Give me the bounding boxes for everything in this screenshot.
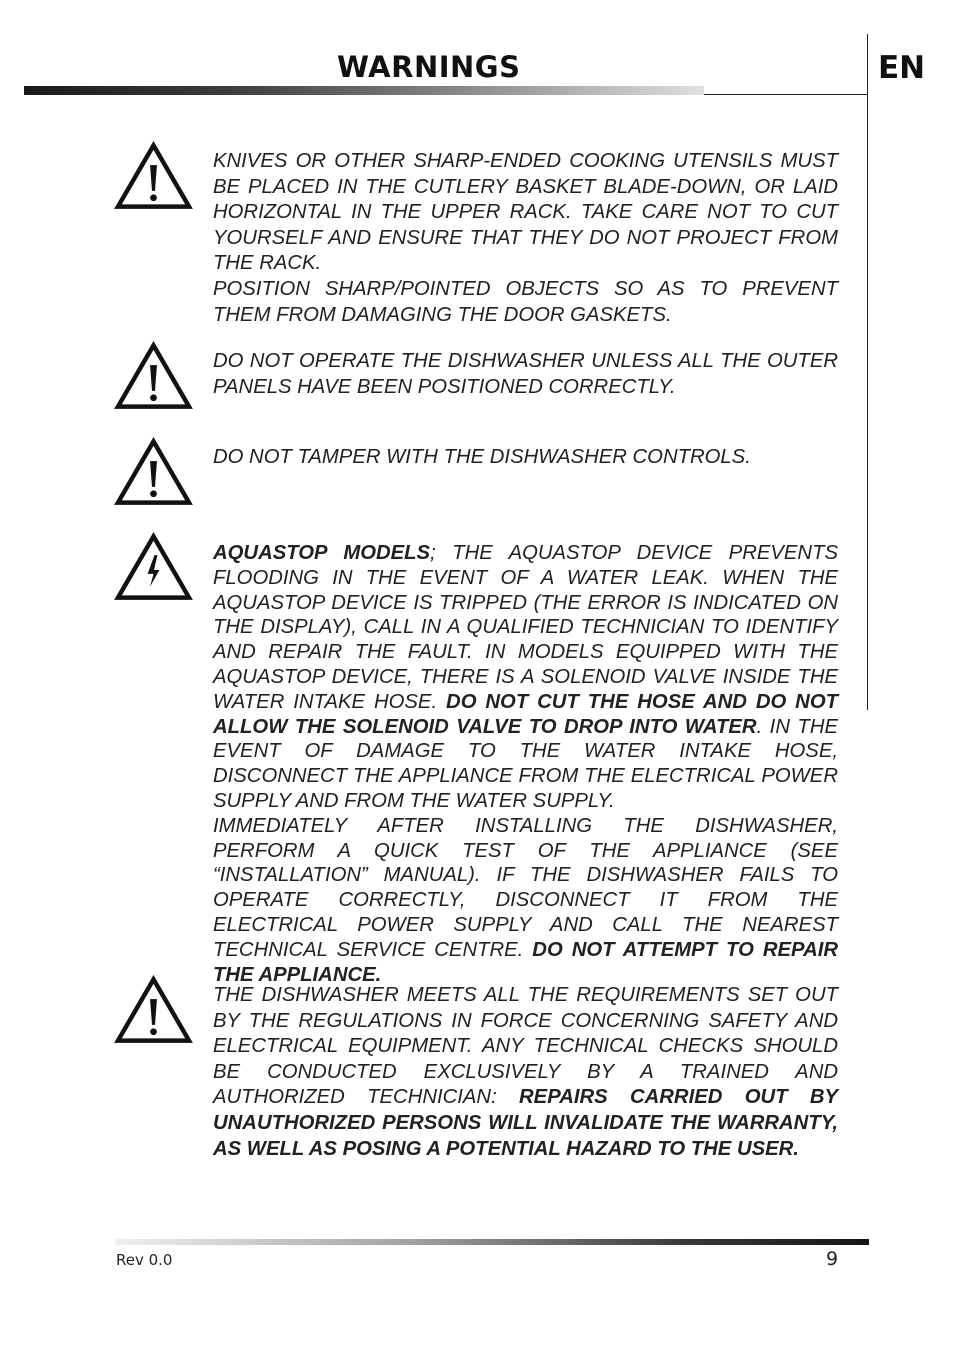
header-rule	[704, 94, 868, 95]
page-title: WARNINGS	[337, 50, 521, 84]
warning-exclamation-icon	[114, 341, 193, 411]
warning-text-controls	[213, 445, 838, 471]
warning-paragraph: DO NOT OPERATE THE DISHWASHER UNLESS ALL THE OUTER PANELS HAVE BEEN POSITIONED CORRECTLY.	[213, 350, 838, 398]
warning-text-sharp-utensils	[213, 149, 838, 328]
language-code: EN	[878, 50, 926, 86]
aquastop-text: ; THE AQUASTOP DEVICE PREVENTS FLOODING IN THE EVENT OF A WATER LEAK. WHEN THE AQUASTOP DEVICE IS TRIPPED (THE ERROR IS INDICATED ON THE DISPLAY), CALL IN A QUALIFIED TECHNICIAN TO IDENTIFY AND REPAIR THE FAULT. IN MODELS EQUIPPED WITH THE AQUASTOP DEVICE, THERE IS A SOLENOID VALVE INSIDE THE WATER INTAKE HOSE.	[213, 542, 838, 713]
quick-test-paragraph	[213, 814, 838, 988]
page-number: 9	[826, 1248, 839, 1270]
warning-paragraph: KNIVES OR OTHER SHARP-ENDED COOKING UTENSILS MUST BE PLACED IN THE CUTLERY BASKET BLADE-DOWN, OR LAID HORIZONTAL IN THE UPPER RACK. TAKE CARE NOT TO CUT YOURSELF AND ENSURE THAT THEY DO NOT PROJECT FROM THE RACK.	[213, 150, 838, 275]
warning-exclamation-icon	[114, 141, 193, 211]
quick-test-text: IMMEDIATELY AFTER INSTALLING THE DISHWASHER, PERFORM A QUICK TEST OF THE APPLIANCE (SEE “INSTALLATION” MANUAL). IF THE DISHWASHER FAILS TO OPERATE CORRECTLY, DISCONNECT IT FROM THE ELECTRICAL POWER SUPPLY AND CALL THE NEAREST TECHNICAL SERVICE CENTRE.	[213, 814, 838, 961]
warning-exclamation-icon	[114, 975, 193, 1045]
aquastop-text-continued: . IN THE EVENT OF DAMAGE TO THE WATER INTAKE HOSE, DISCONNECT THE APPLIANCE FROM THE ELECTRICAL POWER SUPPLY AND FROM THE WATER SUPPLY.	[213, 715, 838, 812]
revision-label: Rev 0.0	[116, 1251, 173, 1269]
warning-paragraph: POSITION SHARP/POINTED OBJECTS SO AS TO PREVENT THEM FROM DAMAGING THE DOOR GASKETS.	[213, 277, 838, 326]
hose-warning-emphasis: DO NOT CUT THE HOSE AND DO NOT ALLOW THE SOLENOID VALVE TO DROP INTO WATER	[213, 690, 838, 738]
no-repair-emphasis: DO NOT ATTEMPT TO REPAIR THE APPLIANCE.	[213, 938, 838, 986]
margin-rule	[867, 34, 868, 710]
electrical-hazard-icon	[114, 532, 193, 602]
warning-text-outer-panels	[213, 349, 838, 400]
regulations-paragraph	[213, 983, 838, 1162]
footer-bar	[115, 1239, 869, 1245]
header-bar	[24, 86, 704, 95]
warranty-warning-emphasis: REPAIRS CARRIED OUT BY UNAUTHORIZED PERSONS WILL INVALIDATE THE WARRANTY, AS WELL AS POSING A POTENTIAL HAZARD TO THE USER.	[213, 1086, 838, 1160]
warning-text-aquastop	[213, 541, 838, 987]
aquastop-paragraph	[213, 541, 838, 814]
aquastop-models-label: AQUASTOP MODELS	[213, 542, 431, 564]
regulations-text: THE DISHWASHER MEETS ALL THE REQUIREMENTS SET OUT BY THE REGULATIONS IN FORCE CONCERNING SAFETY AND ELECTRICAL EQUIPMENT. ANY TECHNICAL CHECKS SHOULD BE CONDUCTED EXCLUSIVELY BY A TRAINED AND AUTHORIZED TECHNICIAN:	[213, 984, 838, 1109]
warning-text-regulations	[213, 983, 838, 1162]
warning-exclamation-icon	[114, 437, 193, 507]
warning-paragraph: DO NOT TAMPER WITH THE DISHWASHER CONTROLS.	[213, 446, 751, 468]
